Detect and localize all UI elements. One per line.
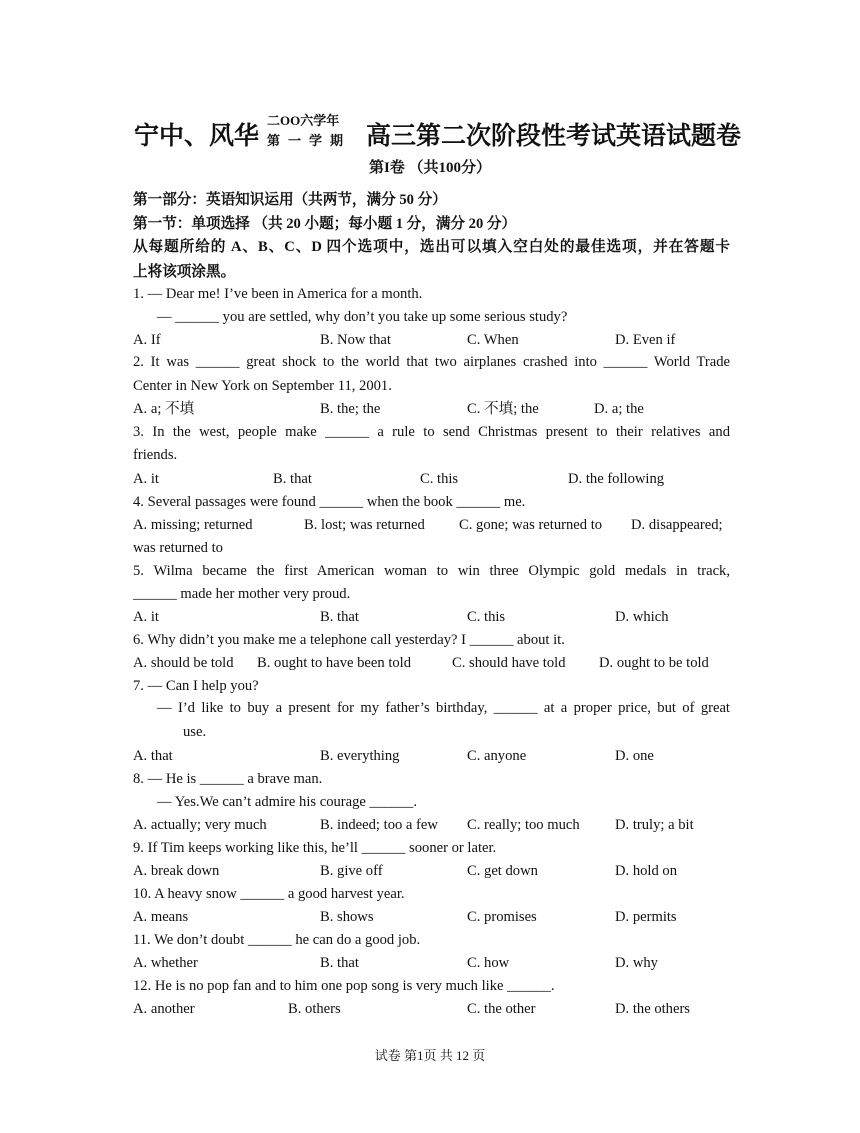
q9-option-b: B. give off (320, 863, 383, 879)
q12-option-c: C. the other (467, 1001, 536, 1017)
q5-option-d: D. which (615, 609, 669, 625)
title-term: 第一学期 (267, 133, 352, 148)
q7-option-d: D. one (615, 748, 654, 764)
q2-option-b: B. the; the (320, 401, 381, 417)
q5-option-a: A. it (133, 609, 159, 625)
q7-reply: — I’d like to buy a present for my father’s birthday, ______ at a proper price, but of great (157, 700, 730, 716)
q1-option-a: A. If (133, 332, 161, 348)
q12-option-b: B. others (288, 1001, 341, 1017)
q6-option-c: C. should have told (452, 655, 566, 671)
q8-stem: 8. — He is ______ a brave man. (133, 771, 323, 787)
q6-option-b: B. ought to have been told (257, 655, 412, 671)
q1-option-d: D. Even if (615, 332, 676, 348)
q5-option-c: C. this (467, 609, 506, 625)
q4-option-d-cont: was returned to (133, 540, 223, 556)
q3-stem-cont: friends. (133, 447, 178, 463)
q11-option-d: D. why (615, 955, 658, 971)
q9-option-c: C. get down (467, 863, 538, 879)
q5-option-b: B. that (320, 609, 359, 625)
q6-option-d: D. ought to be told (599, 655, 709, 671)
paper-subtitle: 第I卷 （共100分） (368, 160, 492, 176)
q5-stem: 5. Wilma became the first American woman to win three Olympic gold medals in track, (133, 563, 730, 579)
q1-option-c: C. When (467, 332, 519, 348)
q7-option-a: A. that (133, 748, 173, 764)
q11-option-c: C. how (467, 955, 510, 971)
q8-option-b: B. indeed; too a few (320, 817, 438, 833)
q10-option-a: A. means (133, 909, 189, 925)
q3-option-c: C. this (420, 471, 459, 487)
q3-stem: 3. In the west, people make ______ a rule to send Christmas present to their relatives and (133, 424, 730, 440)
section-heading: 第一节：单项选择 （共 20 小题；每小题 1 分，满分 20 分） (133, 216, 517, 232)
q4-option-b: B. lost; was returned (304, 517, 425, 533)
exam-title (0, 112, 860, 152)
q12-option-d: D. the others (615, 1001, 690, 1017)
q10-option-b: B. shows (320, 909, 374, 925)
q5-stem-cont: ______ made her mother very proud. (133, 586, 351, 602)
q7-option-c: C. anyone (467, 748, 527, 764)
q1-stem: 1. — Dear me! I’ve been in America for a month. (133, 286, 423, 302)
q2-stem-cont: Center in New York on September 11, 2001. (133, 378, 392, 394)
q8-option-d: D. truly; a bit (615, 817, 694, 833)
q7-option-b: B. everything (320, 748, 400, 764)
q2-stem: 2. It was ______ great shock to the world that two airplanes crashed into ______ World Trade (133, 354, 730, 370)
q4-option-d: D. disappeared; (631, 517, 723, 533)
q4-stem: 4. Several passages were found ______ when the book ______ me. (133, 494, 526, 510)
title-exam-name: 高三第二次阶段性考试英语试题卷 (366, 123, 742, 150)
q8-option-c: C. really; too much (467, 817, 580, 833)
q7-reply-cont: use. (183, 724, 207, 740)
q4-option-a: A. missing; returned (133, 517, 253, 533)
q11-option-a: A. whether (133, 955, 198, 971)
q10-option-c: C. promises (467, 909, 537, 925)
q6-option-a: A. should be told (133, 655, 234, 671)
q4-option-c: C. gone; was returned to (459, 517, 603, 533)
q12-option-a: A. another (133, 1001, 195, 1017)
q8-option-a: A. actually; very much (133, 817, 267, 833)
q9-option-a: A. break down (133, 863, 220, 879)
q2-option-c: C. 不填; the (467, 401, 539, 417)
q11-stem: 11. We don’t doubt ______ he can do a good job. (133, 932, 421, 948)
q10-option-d: D. permits (615, 909, 677, 925)
title-year: 二OO六学年 (267, 113, 340, 128)
q6-stem: 6. Why didn’t you make me a telephone call yesterday? I ______ about it. (133, 632, 565, 648)
q9-stem: 9. If Tim keeps working like this, he’ll ______ sooner or later. (133, 840, 497, 856)
q2-option-d: D. a; the (594, 401, 644, 417)
instruction-line-1: 从每题所给的 A、B、C、D 四个选项中，选出可以填入空白处的最佳选项，并在答题卡 (133, 239, 730, 255)
page-footer: 试卷 第1页 共 12 页 (374, 1048, 486, 1063)
q8-reply: — Yes.We can’t admire his courage ______. (157, 794, 417, 810)
part-heading: 第一部分：英语知识运用（共两节，满分 50 分） (133, 192, 447, 208)
q1-option-b: B. Now that (320, 332, 391, 348)
q7-stem: 7. — Can I help you? (133, 678, 259, 694)
q3-option-a: A. it (133, 471, 159, 487)
q3-option-d: D. the following (568, 471, 665, 487)
q1-reply: — ______ you are settled, why don’t you take up some serious study? (157, 309, 568, 325)
title-schools: 宁中、风华 (134, 123, 260, 150)
q9-option-d: D. hold on (615, 863, 678, 879)
q2-option-a: A. a; 不填 (133, 401, 195, 417)
q11-option-b: B. that (320, 955, 359, 971)
q10-stem: 10. A heavy snow ______ a good harvest year. (133, 886, 405, 902)
instruction-line-2: 上将该项涂黑。 (133, 264, 236, 280)
q3-option-b: B. that (273, 471, 312, 487)
q12-stem: 12. He is no pop fan and to him one pop song is very much like ______. (133, 978, 555, 994)
